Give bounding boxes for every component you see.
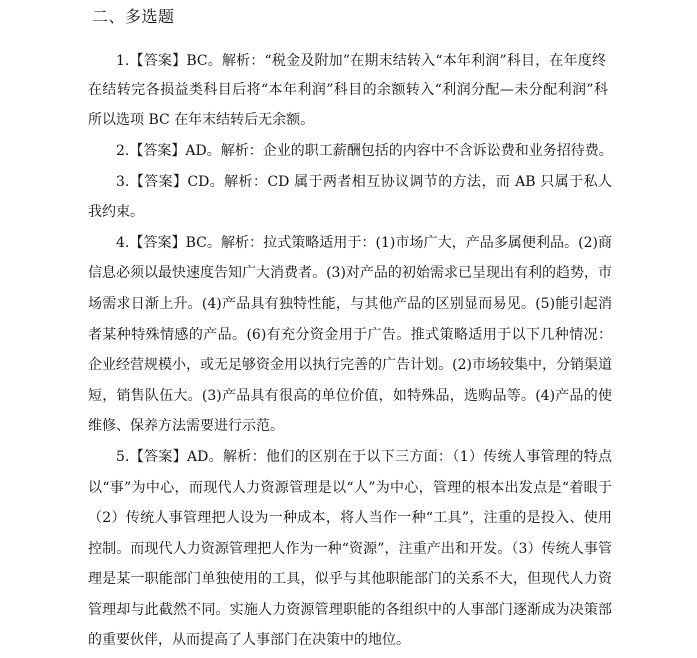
text-line: （2）传统人事管理把人设为一种成本，将人当作一种“工具”，注重的是投入、使用 <box>88 510 612 526</box>
text-line: 以“事”为中心，而现代人力资源管理是以“人”为中心，管理的根本出发点是“着眼于 <box>88 480 612 496</box>
text-line: 所以选项 BC 在年末结转后无余额。 <box>88 112 315 128</box>
text-line: 短，销售队伍大。(3)产品具有很高的单位价值，如特殊品，选购品等。(4)产品的使 <box>88 388 612 404</box>
text-line: 4.【答案】BC。解析：拉式策略适用于：(1)市场广大，产品多属便利品。(2)商 <box>116 235 612 251</box>
section-title: 二、多选题 <box>92 7 175 26</box>
text-line: 者某种特殊情感的产品。(6)有充分资金用于广告。推式策略适用于以下几种情况： <box>88 327 612 343</box>
text-line: 企业经营规模小，或无足够资金用以执行完善的广告计划。(2)市场较集中，分销渠道 <box>88 357 612 373</box>
text-line: 场需求日渐上升。(4)产品具有独特性能，与其他产品的区别显而易见。(5)能引起消 <box>88 296 612 312</box>
text-line: 3.【答案】CD。解析：CD 属于两者相互协议调节的方法，而 AB 只属于私人 <box>116 174 612 190</box>
text-line: 我约束。 <box>88 204 144 220</box>
text-line: 信息必须以最快速度告知广大消费者。(3)对产品的初始需求已呈现出有利的趋势，市 <box>88 265 612 281</box>
text-line: 5.【答案】AD。解析：他们的区别在于以下三方面：（1）传统人事管理的特点 <box>116 449 612 465</box>
text-line: 在结转完各损益类科目后将“本年利润”科目的余额转入“利润分配—未分配利润”科 <box>88 82 608 98</box>
text-line: 1.【答案】BC。解析：“税金及附加”在期末结转入“本年利润”科目，在年度终 <box>116 53 606 69</box>
text-line: 控制。而现代人力资源管理把人作为一种“资源”，注重产出和开发。（3）传统人事管 <box>88 541 612 557</box>
text-line: 2.【答案】AD。解析：企业的职工薪酬包括的内容中不含诉讼费和业务招待费。 <box>116 143 613 159</box>
text-line: 维修、保养方法需要进行示范。 <box>88 418 284 434</box>
text-line: 理是某一职能部门单独使用的工具，似乎与其他职能部门的关系不大，但现代人力资 <box>88 571 612 587</box>
text-line: 管理却与此截然不同。实施人力资源管理职能的各组织中的人事部门逐渐成为决策部 <box>88 602 612 618</box>
text-line: 的重要伙伴，从而提高了人事部门在决策中的地位。 <box>88 632 410 648</box>
